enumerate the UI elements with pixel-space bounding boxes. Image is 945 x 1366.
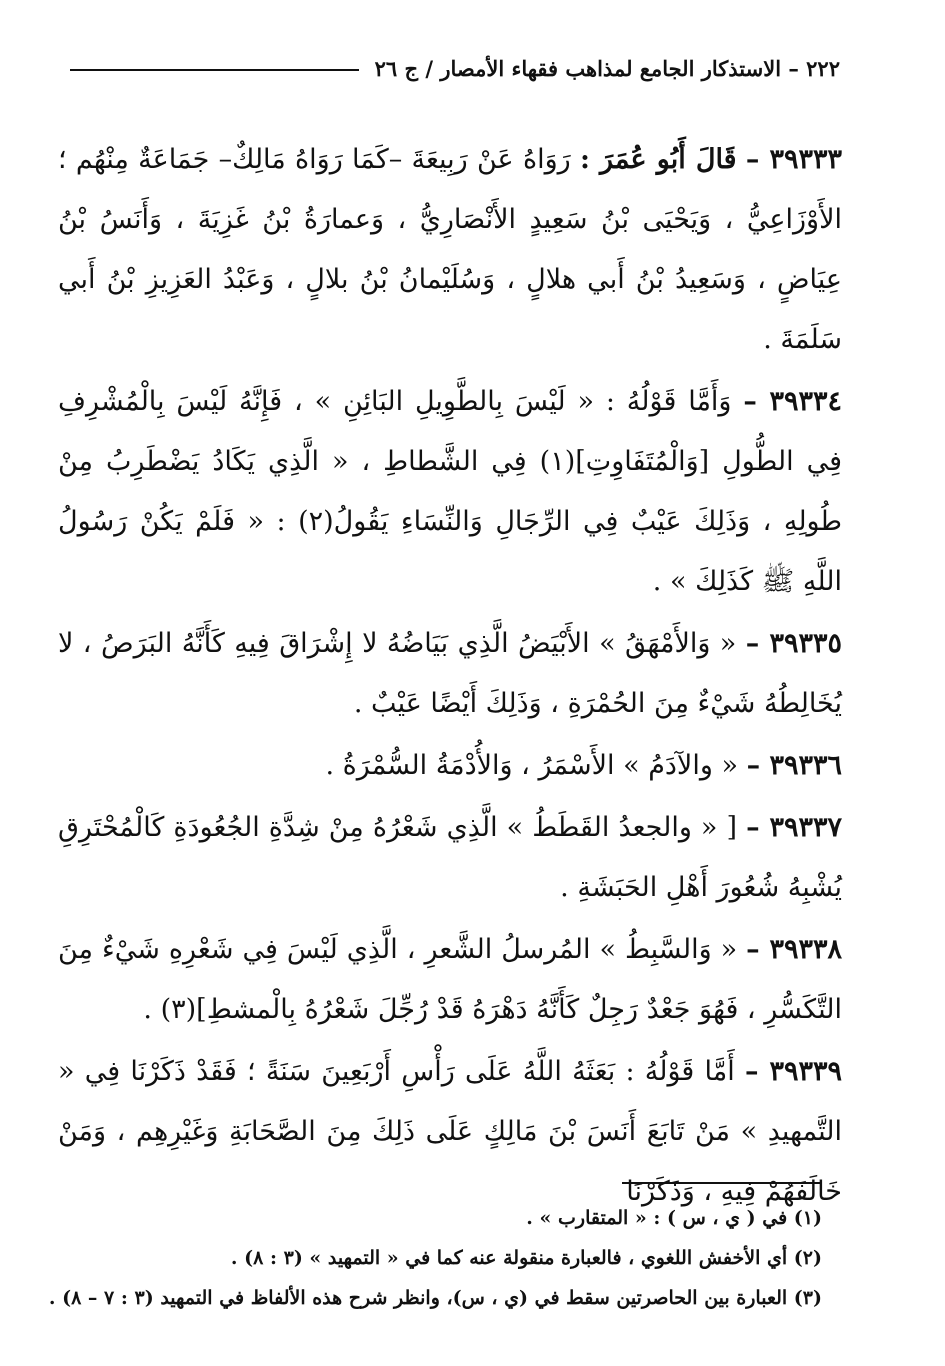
paragraph-text: وَأَمَّا قَوْلُهُ : « لَيْسَ بِالطَّوِيلِ البَائِنِ » ، فَإِنَّهُ لَيْسَ بِالْمُشْرِفِ فِي الطُّولِ [وَالْمُتَفَاوِتِ](١) فِي الشَّطاطِ ، « الَّذِي يَكَادُ يَضْطَرِبُ مِنْ طُولِهِ ، وَذَلِكَ عَيْبٌ فِي الرِّجَالِ وَالنِّسَاءِ يَقُولُ(٢) : « فَلَمْ يَكُنْ رَسُولُ اللَّهِ ﷺ كَذَلِكَ » . (58, 386, 842, 597)
main-text (58, 130, 842, 1224)
footnote-1: (١) في ( ي ، س ) : « المتقارب » . (526, 1207, 822, 1229)
paragraph-text: [ « والجعدُ القَطَطُ » الَّذِي شَعْرُهُ مِنْ شِدَّةِ الجُعُودَةِ كَالْمُحْتَرِقِ يُشْبِهُ شُعُورَ أَهْلِ الحَبَشَةِ . (58, 812, 842, 903)
footnote-3: (٣) العبارة بين الحاصرتين سقط في (ي ، س)، وانظر شرح هذه الألفاظ في التمهيد (٣ : ٧ – ٨) . (48, 1287, 822, 1309)
paragraph-text: « وَالسَّبِطُ » المُرسلُ الشَّعرِ ، الَّذِي لَيْسَ فِي شَعْرِهِ شَيْءٌ مِنَ التَّكَسُّرِ ، فَهُوَ جَعْدٌ رَجِلٌ كَأَنَّهُ دَهْرَهُ قَدْ رُجِّلَ شَعْرُهُ بِالْمشطِ](٣) . (58, 934, 842, 1025)
paragraph-number: ٣٩٣٣٦ – (746, 750, 842, 781)
paragraph-39338 (58, 920, 842, 1040)
paragraph-number: ٣٩٣٣٨ – (746, 934, 842, 965)
paragraph-text: أَمَّا قَوْلُهُ : بَعَثَهُ اللَّهُ عَلَى رَأْسِ أَرْبَعِينَ سَنَةً ؛ فَقَدْ ذَكَرْنَا فِي « التَّمهيدِ » مَنْ تَابَعَ أَنَسَ بْنَ مَالِكٍ عَلَى ذَلِكَ مِنَ الصَّحَابَةِ وَغَيْرِهِم ، وَمَنْ خَالَفَهُمْ فِيهِ ، وَذَكَرْنَا (58, 1056, 842, 1207)
paragraph-39335 (58, 614, 842, 734)
paragraph-text: « والآدَمُ » الأَسْمَرُ ، وَالأُدْمَةُ السُّمْرَةُ . (325, 750, 738, 781)
footnote-2: (٢) أي الأخفش اللغوي ، فالعبارة منقولة عنه كما في « التمهيد » (٣ : ٨) . (230, 1247, 822, 1269)
footnotes (48, 1198, 822, 1318)
paragraph-39339 (58, 1042, 842, 1222)
paragraph-number: ٣٩٣٣٩ – (744, 1056, 842, 1087)
paragraph-39337 (58, 798, 842, 918)
running-header (70, 48, 840, 88)
paragraph-39334 (58, 372, 842, 612)
paragraph-39336 (58, 736, 842, 796)
paragraph-lead: قَالَ أَبُو عُمَرَ : (579, 144, 737, 175)
paragraph-number: ٣٩٣٣٧ – (746, 812, 842, 843)
paragraph-text: رَوَاهُ عَنْ رَبِيعَةَ –كَمَا رَوَاهُ مَالِكٌ– جَمَاعَةٌ مِنْهُم ؛ الأَوْزَاعِيُّ ، وَيَحْيَى بْنُ سَعِيدٍ الأَنْصَارِيُّ ، وَعمارَةُ بْنُ غَزِيَةَ ، وَأَنَسُ بْنُ عِيَاضٍ ، وَسَعِيدُ بْنُ أَبي هلالٍ ، وَسُلَيْمانُ بْنُ بلالٍ ، وَعَبْدُ العَزِيزِ بْنُ أَبي سَلَمَةَ . (58, 144, 842, 355)
paragraph-text: « وَالأَمْهَقُ » الأَبْيَضُ الَّذِي بَيَاضُهُ لا إِشْرَاقَ فِيهِ كَأَنَّهُ البَرَصُ ، لا يُخَالِطُهُ شَيْءٌ مِنَ الحُمْرَةِ ، وَذَلِكَ أَيْضًا عَيْبٌ . (58, 628, 842, 719)
header-rule (70, 69, 359, 71)
paragraph-39333 (58, 130, 842, 370)
footnote-separator (622, 1182, 822, 1184)
paragraph-number: ٣٩٣٣٤ – (743, 386, 842, 417)
paragraph-number: ٣٩٣٣٥ – (745, 628, 842, 659)
paragraph-number: ٣٩٣٣٣ – (745, 144, 842, 175)
header-title: ٢٢٢ – الاستذكار الجامع لمذاهب فقهاء الأمصار / ج ٢٦ (374, 55, 840, 81)
